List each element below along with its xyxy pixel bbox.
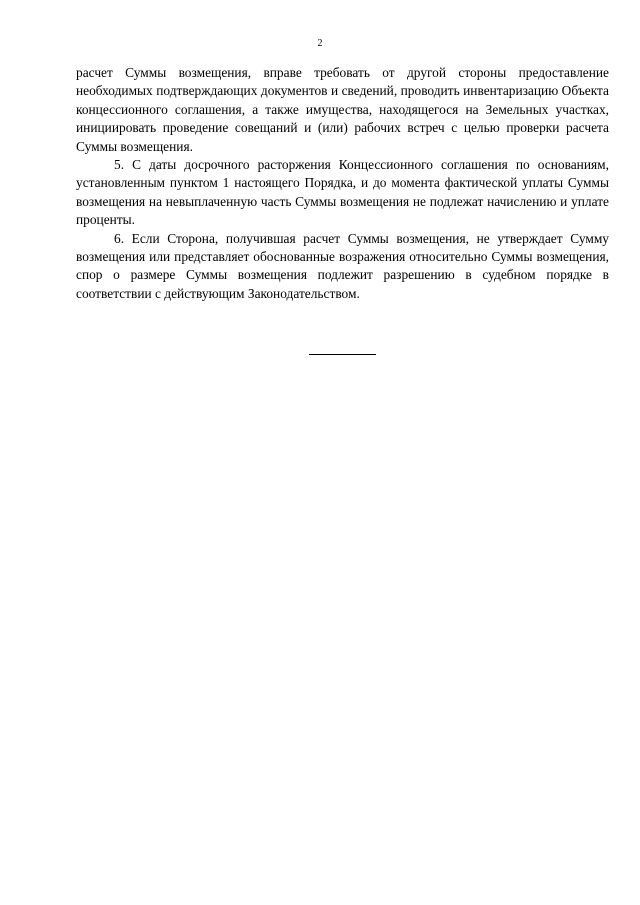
end-of-text-divider xyxy=(309,354,376,355)
document-body xyxy=(76,64,609,303)
paragraph-item-5: 5. С даты досрочного расторжения Концессионного соглашения по основаниям, установленным пунктом 1 настоящего Порядка, и до момента фактической уплаты Суммы возмещения на невыплаченную часть Суммы возмещения не подлежат начислению и уплате проценты. xyxy=(76,157,609,228)
page-number: 2 xyxy=(317,38,323,49)
paragraph-continuation: расчет Суммы возмещения, вправе требовать от другой стороны предоставление необходимых подтверждающих документов и сведений, проводить инвентаризацию Объекта концессионного соглашения, а также имущества, находящегося на Земельных участках, инициировать проведение совещаний и (или) рабочих встреч с целью проверки расчета Суммы возмещения. xyxy=(76,65,609,154)
paragraph-item-6: 6. Если Сторона, получившая расчет Суммы возмещения, не утверждает Сумму возмещения или представляет обоснованные возражения относительно Суммы возмещения, спор о размере Суммы возмещения подлежит разрешению в судебном порядке в соответствии с действующим Законодательством. xyxy=(76,230,609,301)
